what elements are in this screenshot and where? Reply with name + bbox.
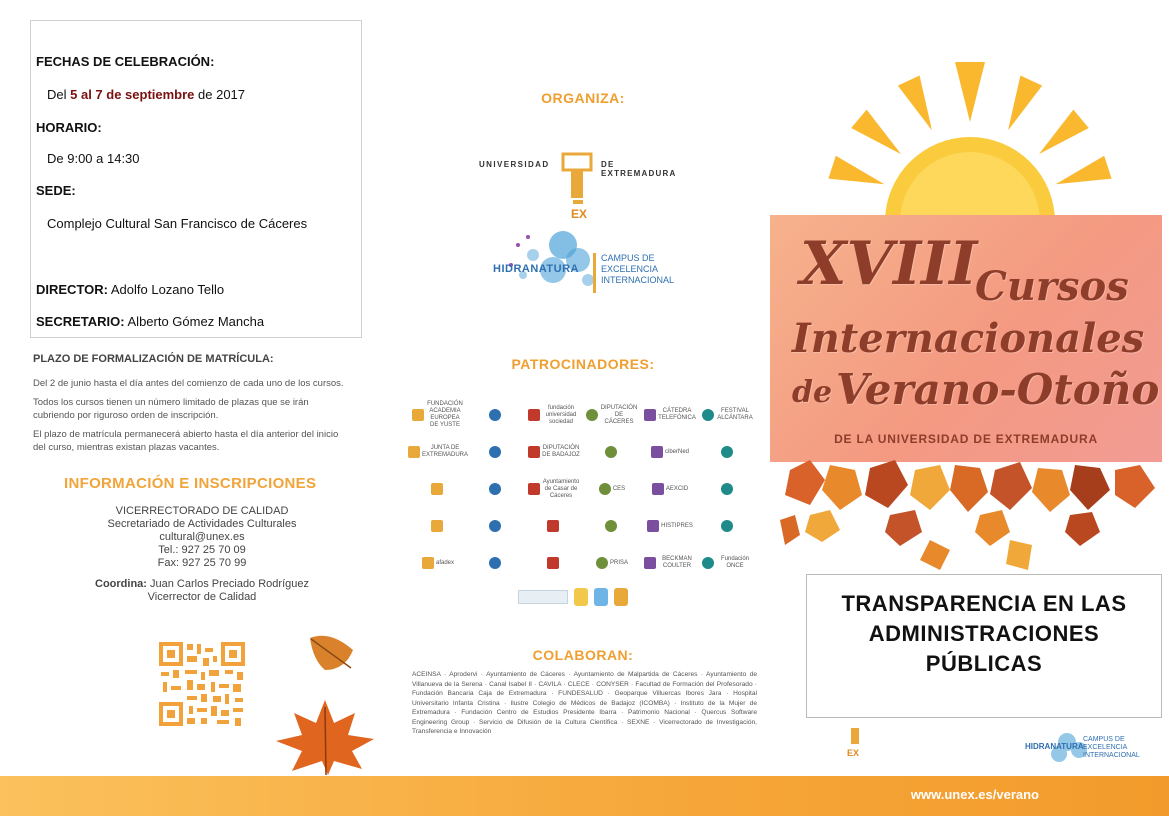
hidranatura-logo	[493, 225, 673, 300]
sponsor-logo-label: Fundación ONCE	[720, 556, 750, 569]
sponsor-logo	[644, 511, 696, 541]
dates-value: Del 5 al 7 de septiembre de 2017	[47, 87, 246, 102]
cover-title-panel	[770, 215, 1162, 462]
unex-key-icon	[559, 150, 595, 220]
sponsor-logo-mark	[596, 557, 608, 569]
partner-logo	[574, 588, 588, 606]
sponsor-logo-mark	[599, 483, 611, 495]
autumn-leaf-icon	[305, 630, 360, 675]
sponsor-logo	[644, 548, 696, 578]
sponsor-logo-mark	[721, 446, 733, 458]
course-subtitle-line3: PÚBLICAS	[925, 651, 1043, 676]
sponsor-logo	[470, 511, 522, 541]
hidranatura-small-logo	[1025, 728, 1165, 768]
sponsor-logo-mark	[489, 483, 501, 495]
course-subtitle-line2: ADMINISTRACIONES	[868, 621, 1100, 646]
event-info-box	[30, 20, 362, 338]
sponsor-logo-mark	[431, 483, 443, 495]
sponsor-logo	[586, 511, 638, 541]
schedule-label: HORARIO:	[36, 120, 102, 135]
sponsor-logo	[528, 511, 580, 541]
sponsor-logo	[702, 437, 754, 467]
sponsor-logo-mark	[422, 557, 434, 569]
footer-bar	[0, 776, 1169, 816]
cover-edition: XVIII	[800, 229, 978, 299]
sun-icon	[790, 62, 1150, 227]
sponsor-logo-mark	[721, 483, 733, 495]
cover-title-internacionales: Internacionales	[792, 315, 1145, 362]
sponsor-logo-mark	[644, 409, 656, 421]
sponsor-logo	[412, 511, 464, 541]
sponsor-logo	[644, 474, 696, 504]
sponsor-logo-mark	[489, 520, 501, 532]
cover-university: DE LA UNIVERSIDAD DE EXTREMADURA	[834, 432, 1098, 446]
partner-logo	[614, 588, 628, 606]
secretary-line: SECRETARIO: Alberto Gómez Mancha	[36, 314, 265, 329]
sponsor-logo-mark	[528, 483, 540, 495]
sponsor-logo-label: FESTIVAL ALCÁNTARA	[717, 408, 753, 421]
unex-logo	[479, 150, 689, 220]
sponsor-logo-label: DIPUTACIÓN DE CÁCERES	[600, 404, 638, 425]
enrollment-text: Del 2 de junio hasta el día antes del comienzo de cada uno de los cursos. Todos los cursos tienen un número limitado de plazas que se irán cubriendo por riguroso orden de inscripción. El plazo de matrícula permanecerá abierto hasta el día anterior del inicio del curso, mientras existan plazas vacantes.	[33, 378, 344, 453]
sponsor-logo	[412, 548, 464, 578]
partner-logo	[594, 588, 608, 606]
venue-value: Complejo Cultural San Francisco de Cáceres	[47, 216, 308, 231]
sponsor-logo-mark	[644, 557, 656, 569]
partner-logo	[518, 590, 568, 604]
logo-divider	[593, 253, 596, 293]
sponsor-logo-label: BECKMAN COULTER	[662, 556, 692, 569]
colaboran-title: COLABORAN:	[532, 647, 634, 663]
sponsor-logo-label: fundación universidad sociedad	[545, 404, 577, 425]
sponsor-logo-label: HISTIPRES	[661, 522, 693, 529]
sponsor-logo	[528, 400, 580, 430]
sponsor-logo-mark	[412, 409, 424, 421]
sponsor-logo-label: ciberNed	[664, 448, 689, 455]
cover-title-verano-otono: Verano-Otoño	[836, 365, 1160, 414]
website-link[interactable]: www.unex.es/verano	[910, 787, 1039, 802]
sponsor-logo-mark	[586, 409, 598, 421]
sponsor-logo	[586, 437, 638, 467]
course-subtitle-line1: TRANSPARENCIA EN LAS	[841, 591, 1127, 616]
sponsor-logo-mark	[408, 446, 420, 458]
sponsor-logo	[702, 548, 754, 578]
sponsor-logo	[528, 474, 580, 504]
campus-small-text: CAMPUS DE EXCELENCIA INTERNACIONAL	[1083, 736, 1140, 759]
sponsor-logo	[412, 474, 464, 504]
contact-details: VICERRECTORADO DE CALIDAD Secretariado de Actividades Culturales cultural@unex.es Tel.: 927 25 70 09 Fax: 927 25 70 99 Coordina: Juan Carlos Preciado Rodríguez Vicerrector de Calidad	[64, 505, 340, 604]
sponsor-logo	[586, 474, 638, 504]
sponsor-logo	[702, 400, 754, 430]
sponsor-logo-label: PRISA	[609, 559, 628, 566]
sponsor-logo	[470, 400, 522, 430]
sponsor-logo	[644, 400, 696, 430]
sponsor-logo	[586, 548, 638, 578]
sponsor-logo	[470, 548, 522, 578]
sponsor-logo-mark	[702, 557, 714, 569]
sponsor-logo-mark	[652, 483, 664, 495]
dates-label: FECHAS DE CELEBRACIÓN:	[36, 54, 215, 69]
schedule-value: De 9:00 a 14:30	[47, 151, 140, 166]
maple-leaf-icon	[270, 695, 380, 777]
sponsor-logo	[702, 474, 754, 504]
campus-text: CAMPUS DE EXCELENCIA INTERNACIONAL	[601, 253, 675, 285]
sponsor-logo	[412, 437, 469, 467]
sponsor-logo-mark	[489, 446, 501, 458]
sponsor-logo-label: Ayuntamiento de Casar de Cáceres	[542, 478, 580, 499]
email-link[interactable]: cultural@unex.es	[159, 531, 245, 543]
sponsor-logo-label: CES	[612, 485, 626, 492]
enrollment-title: PLAZO DE FORMALIZACIÓN DE MATRÍCULA:	[33, 353, 274, 365]
sponsor-logo-mark	[547, 520, 559, 532]
sponsor-logo-mark	[431, 520, 443, 532]
sponsor-logo-mark	[702, 409, 714, 421]
sponsor-logo-mark	[489, 557, 501, 569]
sponsor-logo-mark	[528, 409, 540, 421]
sponsor-logo-mark	[489, 409, 501, 421]
sponsor-logo-mark	[547, 557, 559, 569]
sponsor-logo-mark	[605, 446, 617, 458]
sponsor-logo-mark	[528, 446, 540, 458]
qr-code[interactable]	[157, 640, 247, 728]
sponsor-logo-mark	[605, 520, 617, 532]
sponsor-logo-mark	[651, 446, 663, 458]
sponsor-logo	[412, 400, 464, 430]
sponsor-logo-label: FUNDACIÓN ACADEMIA EUROPEA DE YUSTE	[427, 401, 463, 428]
sponsor-logo-grid	[412, 400, 760, 590]
svg-text:EX: EX	[847, 748, 860, 758]
director-line: DIRECTOR: Adolfo Lozano Tello	[36, 282, 225, 297]
partner-logos-row	[518, 585, 633, 609]
sponsor-logo	[528, 437, 580, 467]
sponsor-logo-label: JUNTA DE EXTREMADURA	[422, 445, 469, 458]
cover-title-cursos: Cursos	[975, 263, 1129, 310]
svg-text:EX: EX	[571, 207, 588, 220]
organiza-title: ORGANIZA:	[541, 90, 625, 106]
sponsor-logo	[586, 400, 638, 430]
sponsor-logo-label: CÁTEDRA TELEFÓNICA	[658, 408, 696, 421]
sponsor-logo-label: afadex	[435, 559, 454, 566]
patrocinadores-title: PATROCINADORES:	[511, 356, 655, 372]
cover-title-de: de	[792, 375, 833, 410]
sponsor-logo-mark	[721, 520, 733, 532]
venue-label: SEDE:	[36, 183, 76, 198]
colaboran-text: ACEINSA · Aprodervi · Ayuntamiento de Cáceres · Ayuntamiento de Malpartida de Cáceres · Ayuntamiento de Villanueva de la Serena · Canal Isabel II · CAVILA · CLECE · CONYSER · Facultad de Formación del Profesorado · Fundación Bancaria Caja de Extremadura · FUNDESALUD · Geoparque Villuercas Ibores Jara · Hospital Universitario Infanta Cristina · Ilustre Colegio de Médicos de Badajoz (ICOMBA) · Instituto de la Mujer de Extremadura · Fundación Centro de Estudios Presidente Ibarra · Patrimonio Nacional · Quercus Software Engineering Group · Servicio de Difusión de la Cultura Científica · SEXNE · Vicerrectorado de Investigación, Transferencia e Innovación	[412, 671, 757, 735]
unex-logo-right-text: DE EXTREMADURA	[601, 160, 677, 178]
sponsor-logo	[528, 548, 580, 578]
sponsor-logo	[470, 474, 522, 504]
contact-title: INFORMACIÓN E INSCRIPCIONES	[64, 475, 317, 492]
hidranatura-small-text: HIDRANATURA	[1025, 742, 1084, 751]
course-subtitle-box	[806, 574, 1162, 718]
sponsor-logo-mark	[647, 520, 659, 532]
sponsor-logo-label: AEXCID	[665, 485, 689, 492]
unex-small-logo-icon	[845, 728, 865, 758]
sponsor-logo-label: DIPUTACIÓN DE BADAJOZ	[542, 445, 580, 458]
autumn-leaves-icon	[770, 460, 1162, 575]
unex-logo-left-text: UNIVERSIDAD	[479, 160, 550, 169]
sponsor-logo	[702, 511, 754, 541]
sponsor-logo	[470, 437, 522, 467]
hidranatura-text: HIDRANATURA	[493, 263, 579, 275]
sponsor-logo	[644, 437, 696, 467]
